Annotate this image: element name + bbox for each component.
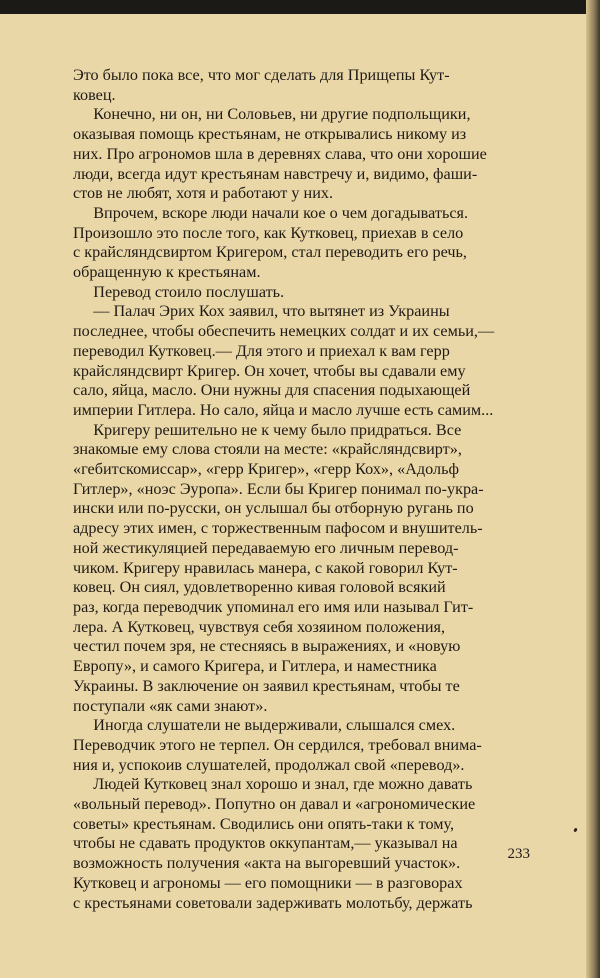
paragraph-7: Иногда слушатели не выдерживали, слышался смех. Переводчик этого не терпел. Он сердился, требовал внима- ния и, успокоив слушателей, продолжал свой «перевод». <box>73 716 482 774</box>
paragraph-5: — Палач Эрих Кох заявил, что вытянет из Украины последнее, чтобы обеспечить немецких солдат и их семьи,— переводил Кутковец.— Для этого и приехал к вам герр крайсляндсвирт Кригер. Он хочет, чтобы вы сдавали ему сало, яйца, масло. Они нужны для спасения подыхающей империи Гитлера. Но сало, яйца и масло лучше есть самим... <box>73 302 495 419</box>
paragraph-2: Конечно, ни он, ни Соловьев, ни другие подпольщики, оказывая помощь крестьянам, не открывались никому из них. Про агрономов шла в деревнях слава, что они хорошие люди, всегда идут крестьянам навстречу и, видимо, фаши- стов не любят, хотя и работают у них. <box>73 105 487 203</box>
paragraph-3: Впрочем, вскоре люди начали кое о чем догадываться. Произошло это после того, как Кутковец, приехав в село с крайсляндсвиртом Кригером, стал переводить его речь, обращенную к крестьянам. <box>73 203 469 282</box>
paragraph-6: Кригеру решительно не к чему было придраться. Все знакомые ему слова стояли на месте: «крайсляндсвирт», «гебитскомиссар», «герр Кригер», «герр Кох», «Адольф Гитлер», «ноэс Эуропа». Если бы Кригер понимал по-укра- ински или по-русски, он услышал бы отборную ругань по адресу этих имен, с торжественным пафосом и внушитель- ной жестикуляцией передаваемую его личным перевод- чиком. Кригеру нравилась манера, с какой говорил Кут- ковец. Он сиял, удовлетворенно кивая головой всякий раз, когда переводчик упоминал его имя или называл Гит- лера. А Кутковец, чувствуя себя хозяином положения, честил почем зря, не стесняясь в выражениях, и «новую Европу», и самого Кригера, и Гитлера, и наместника Украины. В заключение он заявил крестьянам, чтобы те поступали «як сами знают». <box>73 420 484 715</box>
paragraph-1: Это было пока все, что мог сделать для Прищепы Кут- ковец. <box>73 66 450 104</box>
page-body-text <box>73 66 519 913</box>
scan-top-edge <box>0 0 600 14</box>
paragraph-4: Перевод стоило послушать. <box>93 282 285 301</box>
scan-right-edge <box>586 0 600 978</box>
page-number: 233 <box>507 846 530 862</box>
paragraph-8: Людей Кутковец знал хорошо и знал, где можно давать «вольный перевод». Попутно он давал и «агрономические советы» крестьянам. Сводились они опять-таки к тому, чтобы не сдавать продуктов оккупантам,— указывал на возможность получения «акта на выгоревший участок». Кутковец и агрономы — его помощники — в разговорах с крестьянами советовали задерживать молотьбу, держать <box>73 775 476 912</box>
